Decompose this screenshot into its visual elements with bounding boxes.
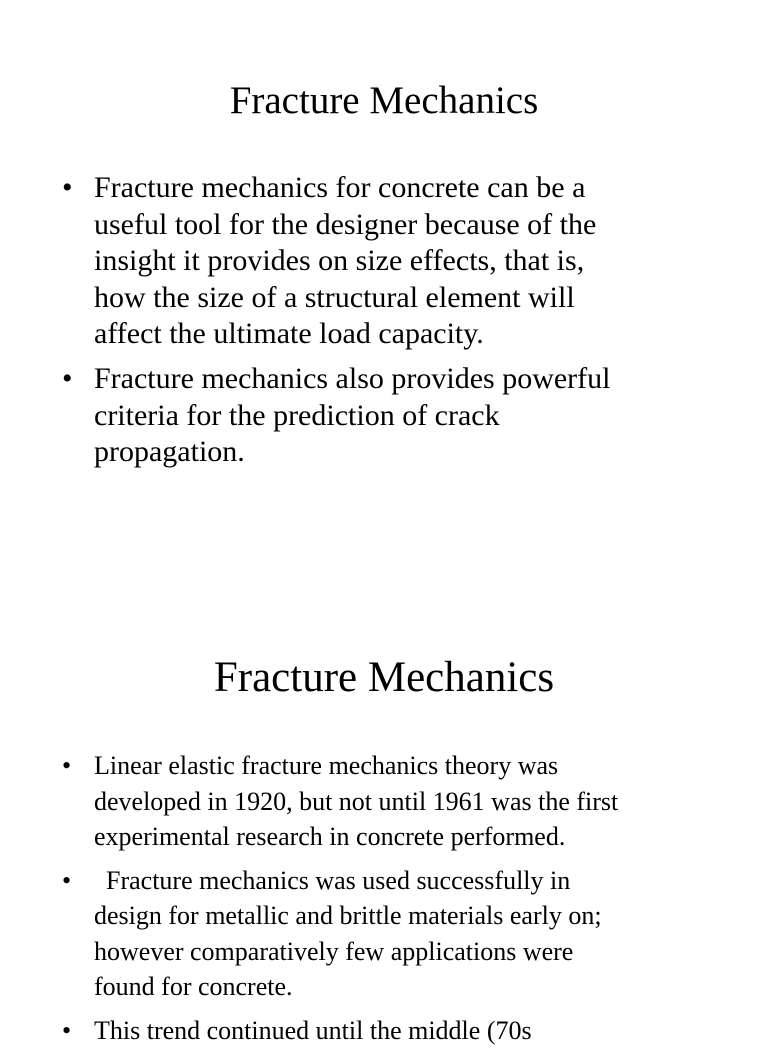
bullet-line: however comparatively few applications were: [94, 936, 574, 966]
bullet-marker: •: [62, 1015, 72, 1045]
bullet-item: [0, 361, 720, 471]
bullet-line: how the size of a structural element will: [94, 280, 575, 314]
bullet-item: [0, 1013, 720, 1049]
bullet-line: propagation.: [94, 435, 245, 469]
bullet-line: Fracture mechanics also provides powerful: [94, 361, 611, 395]
bullet-line: experimental research in concrete performed.: [94, 822, 566, 851]
slide-title: Fracture Mechanics: [213, 654, 555, 701]
bullet-line: developed in 1920, but not until 1961 was the first: [94, 786, 619, 816]
bullet-line: found for concrete.: [94, 972, 293, 1001]
bullet-list: [0, 748, 768, 1056]
bullet-line: Fracture mechanics for concrete can be a: [94, 171, 586, 204]
bullet-line: criteria for the prediction of crack: [94, 398, 500, 432]
bullet-list: [0, 170, 768, 479]
bullet-line: affect the ultimate load capacity.: [94, 317, 484, 351]
bullet-line: This trend continued until the middle (70s: [94, 1015, 532, 1045]
bullet-marker: •: [62, 361, 73, 395]
bullet-line: Linear elastic fracture mechanics theory was: [94, 751, 559, 780]
bullet-line: insight it provides on size effects, that is,: [94, 244, 585, 278]
bullet-marker: •: [62, 751, 72, 780]
slide-2: [0, 560, 768, 1045]
slide-title: Fracture Mechanics: [229, 79, 539, 122]
bullet-line: useful tool for the designer because of the: [94, 207, 597, 241]
bullet-line: design for metallic and brittle materials early on;: [94, 901, 602, 930]
bullet-item: [0, 170, 720, 353]
bullet-item: [0, 748, 720, 855]
bullet-item: [0, 863, 720, 1005]
bullet-marker: •: [62, 865, 72, 895]
bullet-marker: •: [62, 171, 73, 204]
bullet-line: Fracture mechanics was used successfully in: [106, 865, 571, 895]
